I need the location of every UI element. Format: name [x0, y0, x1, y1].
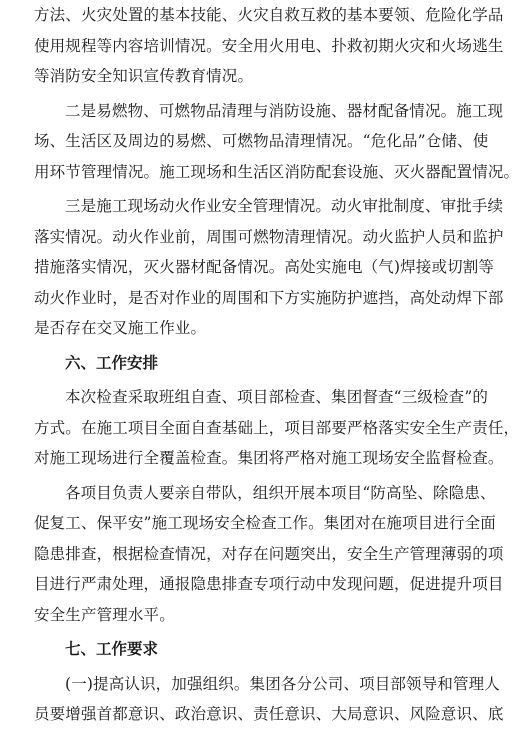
section-heading-seven: 七、工作要求 [65, 640, 159, 658]
text-line: 场、生活区及周边的易燃、可燃物品清理情况。“危化品”仓储、使 [34, 132, 489, 150]
text-line: 动火作业时，是否对作业的周围和下方实施防护遮挡，高处动焊下部 [34, 288, 504, 307]
text-line: 使用规程等内容培训情况。安全用火用电、扑救初期火灾和火场逃生 [34, 36, 504, 55]
text-line: 促复工、保平安”施工现场安全检查工作。集团对在施项目进行全面 [34, 514, 496, 532]
text-line: 员要增强首都意识、政治意识、责任意识、大局意识、风险意识、底 [34, 705, 504, 723]
text-line: 等消防安全知识宣传教育情况。 [34, 67, 254, 85]
text-line: 安全生产管理水平。 [34, 605, 175, 624]
text-line: 三是施工现场动火作业安全管理情况。动火审批制度、审批手续 [65, 197, 504, 215]
text-line: 落实情况。动火作业前，周围可燃物清理情况。动火监护人员和监护 [34, 227, 504, 246]
text-line: 对施工现场进行全覆盖检查。集团将严格对施工现场安全监督检查。 [34, 449, 504, 467]
paragraph-seven-a [34, 669, 504, 730]
text-line: 二是易燃物、可燃物品清理与消防设施、器材配备情况。施工现 [65, 101, 504, 120]
paragraph-intro [34, 0, 504, 92]
text-line: 措施落实情况，灭火器材配备情况。高处实施电（气)焊接或切割等 [34, 258, 495, 276]
text-line: 方式。在施工项目全面自查基础上，项目部要严格落实安全生产责任， [34, 418, 519, 437]
text-line: 是否存在交叉施工作业。 [34, 319, 207, 337]
text-line: 目进行严肃处理，通报隐患排查专项行动中发现问题，促进提升项目 [34, 575, 504, 593]
text-line: 方法、火灾处置的基本技能、火灾自救互救的基本要领、危险化学品 [34, 6, 504, 24]
text-line: 本次检查采取班组自查、项目部检查、集团督查“三级检查”的 [65, 388, 489, 406]
paragraph-six-a [34, 382, 519, 474]
paragraph-item-two [34, 96, 519, 188]
section-heading-six: 六、工作安排 [65, 353, 159, 372]
text-line: 各项目负责人要亲自带队，组织开展本项目“防高坠、除隐患、 [65, 483, 496, 502]
paragraph-six-b [34, 478, 504, 631]
text-line: 用环节管理情况。施工现场和生活区消防配套设施、灭火器配置情况。 [34, 162, 519, 181]
paragraph-item-three [34, 191, 504, 344]
text-line: (一)提高认识，加强组织。集团各分公司、项目部领导和管理人 [65, 674, 500, 693]
text-line: 隐患排查，根据检查情况，对存在问题突出，安全生产管理薄弱的项 [34, 544, 504, 563]
